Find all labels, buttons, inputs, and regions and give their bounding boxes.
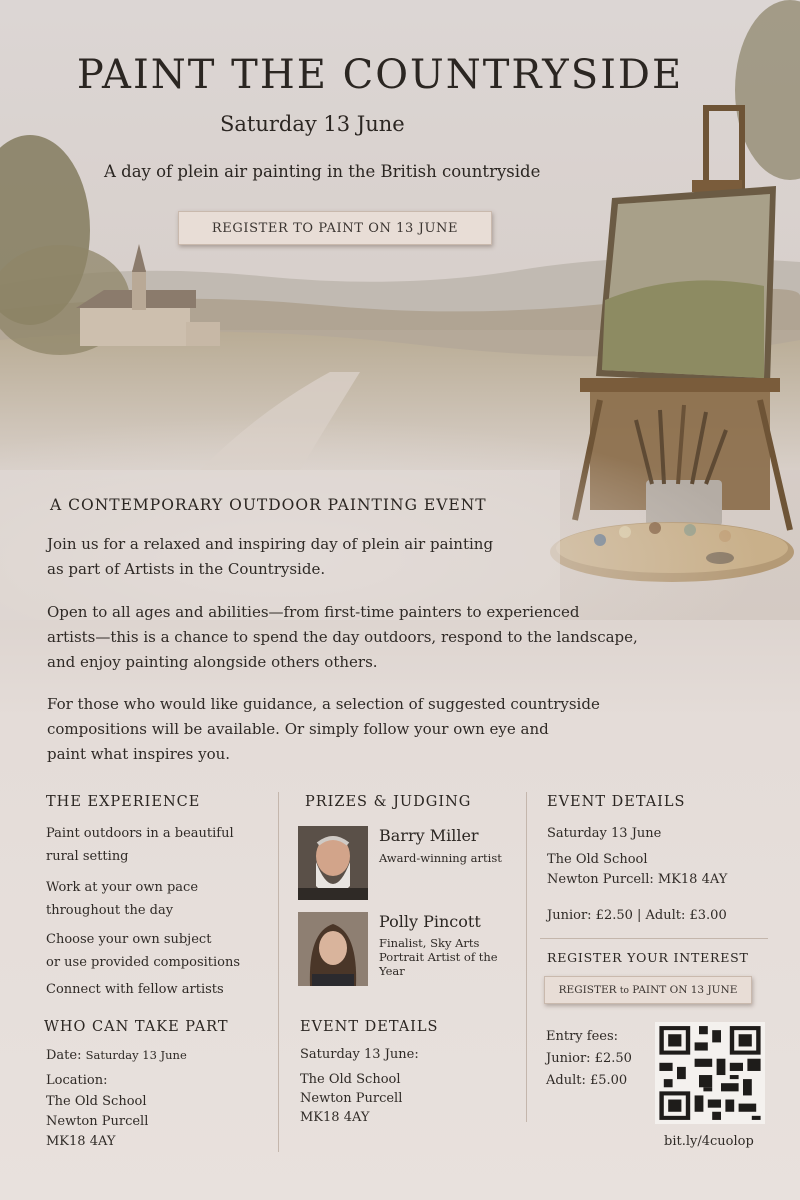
list-item: Choose your own subject or use provided compositions: [46, 932, 241, 970]
list-item: Paint outdoors in a beautiful rural setting: [46, 826, 234, 864]
qr-code[interactable]: [655, 1022, 765, 1124]
event-date: Saturday 13 June: [220, 112, 405, 136]
experience-heading: THE EXPERIENCE: [46, 794, 201, 810]
judge-role: Finalist, Sky Arts Portrait Artist of the Year: [379, 936, 498, 978]
event-details-heading: EVENT DETAILS: [300, 1019, 439, 1035]
short-link[interactable]: bit.ly/4cuolop: [664, 1134, 754, 1149]
experience-list: [46, 822, 240, 1001]
date-label: Date:: [46, 1048, 82, 1063]
judge-role: Award-winning artist: [379, 851, 502, 865]
entry-fees: Entry fees: Junior: £2.50 Adult: £5.00: [546, 1029, 632, 1088]
event-details-heading-right: EVENT DETAILS: [547, 794, 686, 810]
date-value: Saturday 13 June: [85, 1048, 187, 1062]
fees: Junior: £2.50 | Adult: £3.00: [547, 908, 727, 923]
intro-paragraph-2: Open to all ages and abilities—from first-time painters to experienced artists—this is a chance to spend the day outdoors, respond to the landscape, and enjoy painting alongside others others.: [47, 603, 638, 671]
intro-paragraph-3: For those who would like guidance, a selection of suggested countryside compositions will be available. Or simply follow your own eye and paint what inspires you.: [47, 695, 600, 763]
list-item: Work at your own pace throughout the day: [46, 880, 199, 918]
judge-photo-polly-pincott: [298, 912, 368, 986]
who-heading: WHO CAN TAKE PART: [44, 1019, 229, 1035]
who-details: Date: Saturday 13 June Location: The Old School Newton Purcell MK18 4AY: [46, 1048, 187, 1149]
location-label: Location:: [46, 1073, 108, 1088]
list-item: Connect with fellow artists: [46, 982, 224, 997]
register-button-bottom[interactable]: REGISTER to PAINT ON 13 JUNE: [544, 976, 752, 1004]
event-details-right: Saturday 13 June The Old School Newton Purcell: MK18 4AY Junior: £2.50 | Adult: £3.00: [547, 824, 727, 926]
register-heading: REGISTER YOUR INTEREST: [547, 950, 749, 965]
page-title: PAINT THE COUNTRYSIDE: [76, 52, 684, 98]
judge-photo-barry-miller: [298, 826, 368, 900]
prizes-heading: PRIZES & JUDGING: [305, 794, 472, 810]
judge-name: Polly Pincott: [379, 912, 481, 931]
intro-heading: A CONTEMPORARY OUTDOOR PAINTING EVENT: [50, 496, 487, 514]
judge-name: Barry Miller: [379, 826, 479, 845]
column-divider: [526, 792, 527, 1122]
intro-paragraph-1: Join us for a relaxed and inspiring day of plein air painting as part of Artists in the Countryside.: [47, 535, 494, 578]
column-divider: [278, 792, 279, 1152]
section-divider: [540, 938, 768, 939]
tagline: A day of plein air painting in the British countryside: [104, 162, 541, 181]
register-button-top[interactable]: REGISTER TO PAINT ON 13 JUNE: [178, 211, 492, 245]
event-details-mid: Saturday 13 June: The Old School Newton Purcell MK18 4AY: [300, 1047, 419, 1125]
